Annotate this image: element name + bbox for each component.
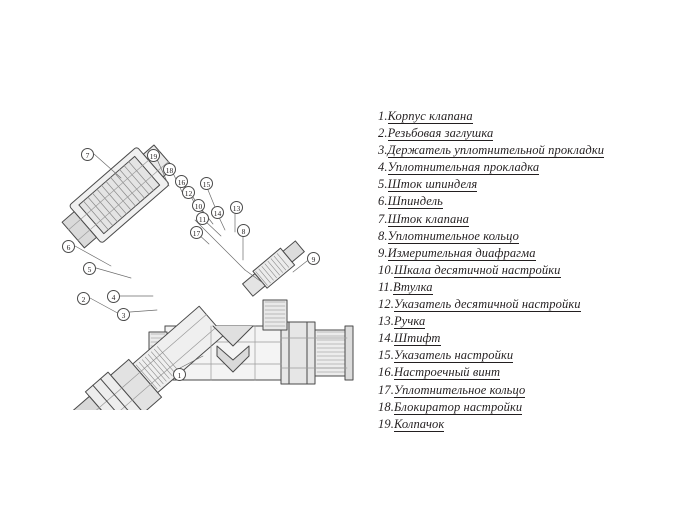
legend-item [378, 228, 678, 245]
legend-item-label: Втулка [393, 279, 433, 294]
legend-item-label: Корпус клапана [387, 109, 473, 123]
legend-item [378, 159, 678, 176]
callout-marker: 12 [182, 186, 195, 199]
measuring-nipple [241, 238, 307, 330]
legend-item [378, 176, 678, 193]
legend-item-label: Блокиратор настройки [393, 399, 523, 414]
callout-marker: 14 [211, 206, 224, 219]
legend-item-number: 14. [378, 331, 394, 346]
legend-item-number: 16. [378, 365, 394, 380]
callout-marker: 5 [83, 262, 96, 275]
callout-marker: 19 [147, 149, 160, 162]
legend-item [378, 416, 678, 433]
legend-item-label: Указатель десятичной настройки [393, 297, 581, 312]
legend-item-label: Шток шпинделя [387, 177, 478, 192]
legend-item-number: 18. [378, 399, 394, 414]
parts-legend [378, 108, 678, 433]
legend-item [378, 313, 678, 330]
legend-item-label: Шпиндель [387, 194, 443, 209]
legend-item-label: Уплотнительное кольцо [393, 382, 526, 397]
legend-item-label: Настроечный винт [393, 365, 501, 380]
legend-item-label: Указатель настройки [393, 348, 514, 363]
legend-item-number: 13. [378, 314, 394, 329]
legend-item-number: 1. [378, 109, 388, 123]
legend-item [378, 364, 678, 381]
callout-marker: 11 [196, 212, 209, 225]
legend-item-number: 8. [378, 228, 388, 243]
setting-knob-assembly [57, 137, 180, 253]
callout-marker: 8 [237, 224, 250, 237]
legend-item-number: 15. [378, 348, 394, 363]
legend-item-number: 12. [378, 297, 394, 312]
legend-item [378, 399, 678, 416]
legend-item [378, 211, 678, 228]
legend-item [378, 193, 678, 210]
legend-item-label: Шкала десятичной настройки [393, 262, 561, 277]
callout-marker: 13 [230, 201, 243, 214]
callout-marker: 6 [62, 240, 75, 253]
valve-technical-drawing [45, 120, 375, 410]
legend-item-number: 2. [378, 126, 388, 141]
callout-marker: 3 [117, 308, 130, 321]
legend-item-label: Штифт [393, 331, 441, 346]
legend-item [378, 142, 678, 159]
legend-item-label: Ручка [393, 314, 426, 329]
legend-item-number: 7. [378, 211, 388, 226]
legend-item-label: Уплотнительная прокладка [387, 160, 540, 175]
callout-marker: 17 [190, 226, 203, 239]
legend-item-label: Уплотнительное кольцо [387, 228, 519, 243]
legend-item [378, 125, 678, 142]
legend-item-number: 6. [378, 194, 388, 209]
legend-item-number: 5. [378, 177, 388, 192]
legend-item [378, 279, 678, 296]
callout-marker: 16 [175, 175, 188, 188]
legend-item-label: Измерительная диафрагма [387, 245, 536, 260]
legend-item-label: Колпачок [393, 416, 445, 431]
legend-item [378, 296, 678, 313]
legend-item [378, 108, 678, 125]
callout-marker: 10 [192, 199, 205, 212]
legend-item-number: 4. [378, 160, 388, 175]
callout-marker: 18 [163, 163, 176, 176]
legend-item-label: Шток клапана [387, 211, 469, 226]
callout-marker: 7 [81, 148, 94, 161]
legend-item [378, 330, 678, 347]
callout-marker: 15 [200, 177, 213, 190]
legend-item-label: Держатель уплотнительной прокладки [387, 143, 605, 158]
legend-item-number: 10. [378, 262, 394, 277]
legend-item [378, 382, 678, 399]
callout-marker: 4 [107, 290, 120, 303]
legend-item-number: 17. [378, 382, 394, 397]
legend-item-number: 19. [378, 416, 394, 431]
legend-item [378, 347, 678, 364]
callout-marker: 2 [77, 292, 90, 305]
legend-item [378, 245, 678, 262]
legend-item-label: Резьбовая заглушка [387, 126, 494, 141]
legend-item-number: 3. [378, 143, 388, 158]
legend-item-number: 9. [378, 245, 388, 260]
callout-marker: 1 [173, 368, 186, 381]
legend-item-number: 11. [378, 279, 393, 294]
callout-marker: 9 [307, 252, 320, 265]
legend-item [378, 262, 678, 279]
